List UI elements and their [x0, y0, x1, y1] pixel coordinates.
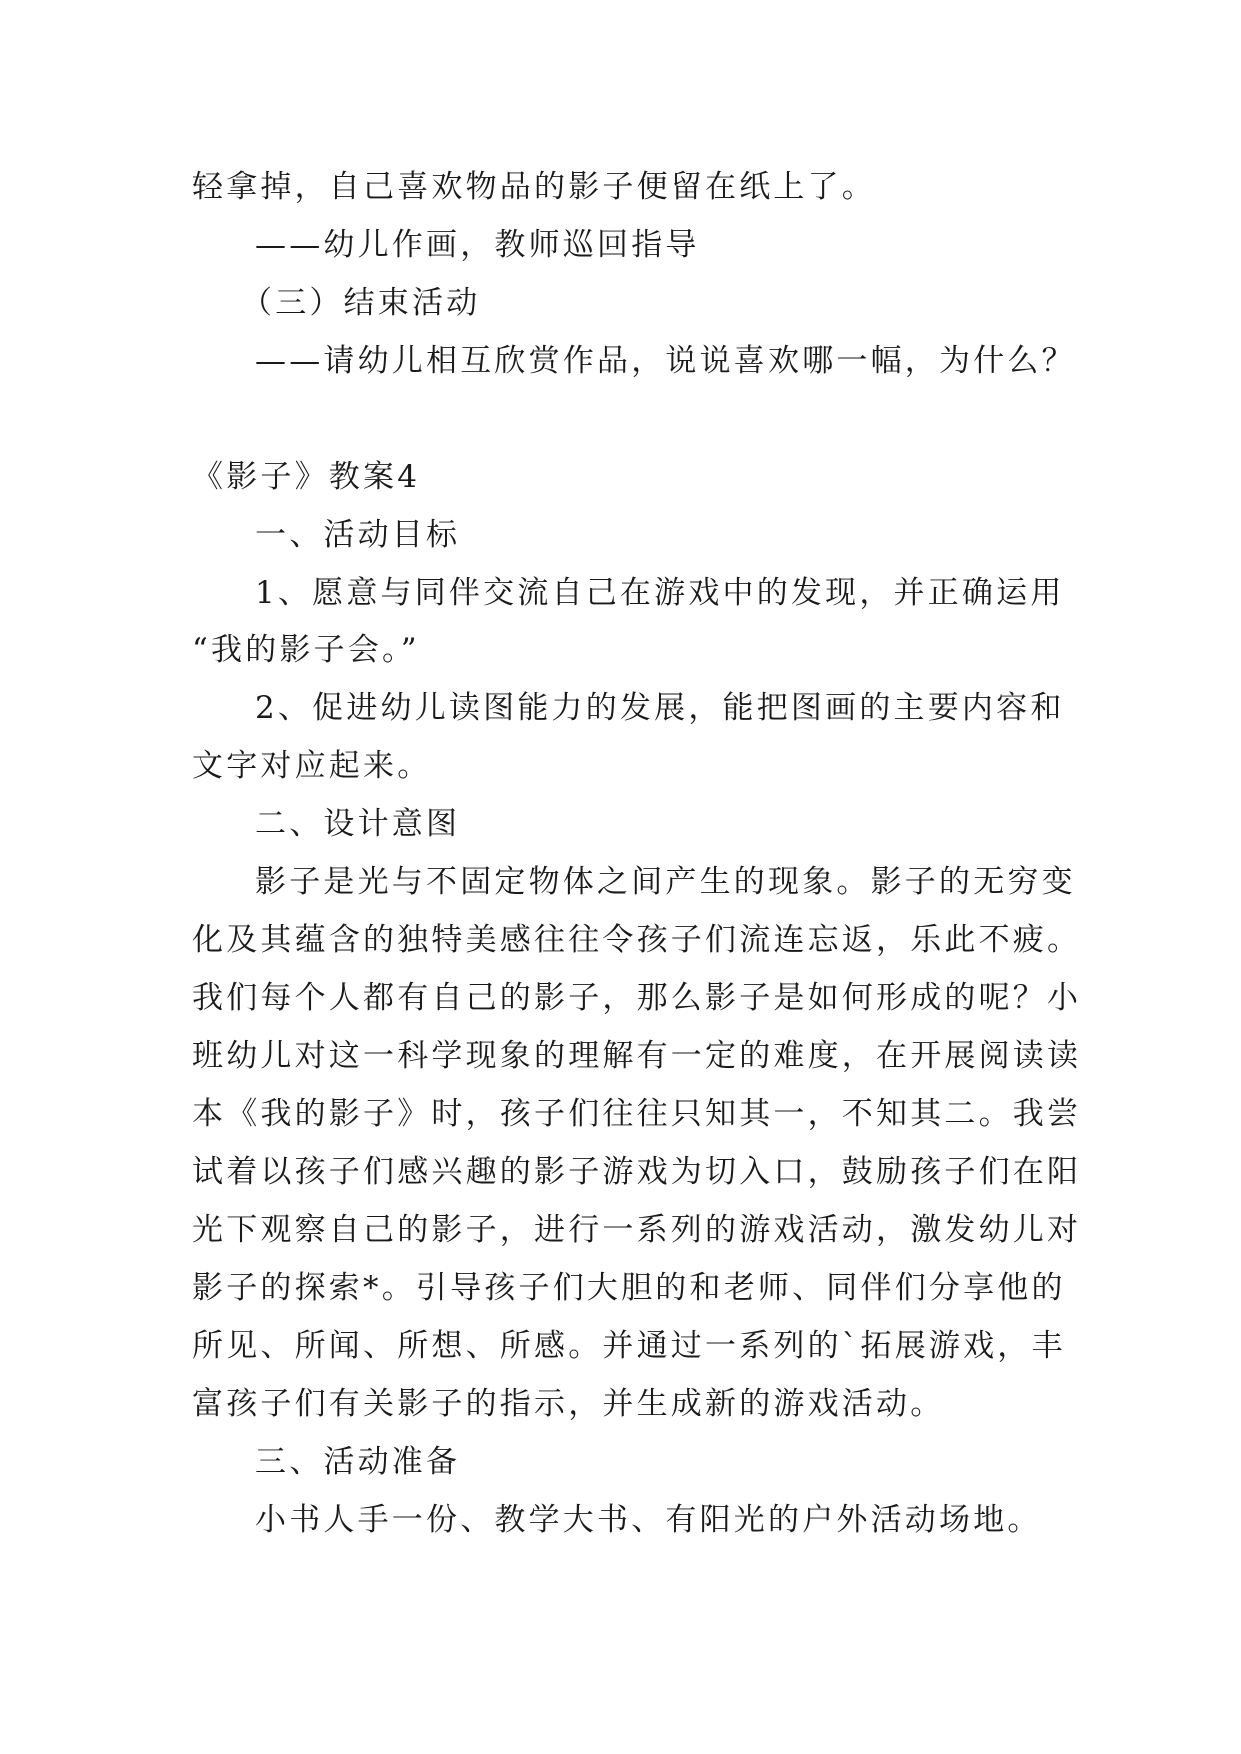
text-line: 试着以孩子们感兴趣的影子游戏为切入口，鼓励孩子们在阳 [192, 1154, 1082, 1190]
text-line: 影子是光与不固定物体之间产生的现象。影子的无穷变 [255, 864, 1076, 900]
text-line: 富孩子们有关影子的指示，并生成新的游戏活动。 [192, 1386, 945, 1422]
section-heading: （三）结束活动 [241, 285, 481, 321]
text-line: 光下观察自己的影子，进行一系列的游戏活动，激发幼儿对 [192, 1212, 1082, 1248]
text-line: 2、促进幼儿读图能力的发展，能把图画的主要内容和 [255, 690, 1065, 726]
section-heading: 二、设计意图 [255, 806, 461, 842]
section-heading: 一、活动目标 [255, 517, 461, 553]
text-line: “我的影子会。” [192, 632, 420, 668]
document-title: 《影子》教案4 [192, 459, 421, 495]
text-line: ——幼儿作画，教师巡回指导 [255, 227, 700, 263]
text-line: ——请幼儿相互欣赏作品，说说喜欢哪一幅，为什么？ [255, 343, 1076, 379]
section-heading: 三、活动准备 [255, 1444, 461, 1480]
text-line: 小书人手一份、教学大书、有阳光的户外活动场地。 [255, 1502, 1042, 1538]
text-line: 所见、所闻、所想、所感。并通过一系列的`拓展游戏，丰 [192, 1328, 1066, 1364]
text-line: 化及其蕴含的独特美感往往令孩子们流连忘返，乐此不疲。 [192, 922, 1082, 958]
text-line: 1、愿意与同伴交流自己在游戏中的发现，并正确运用 [255, 575, 1065, 611]
text-line: 影子的探索*。引导孩子们大胆的和老师、同伴们分享他的 [192, 1270, 1066, 1306]
text-line: 班幼儿对这一科学现象的理解有一定的难度，在开展阅读读 [192, 1038, 1082, 1074]
text-line: 文字对应起来。 [192, 748, 432, 784]
text-line: 轻拿掉，自己喜欢物品的影子便留在纸上了。 [192, 169, 876, 205]
text-line: 我们每个人都有自己的影子，那么影子是如何形成的呢？小 [192, 980, 1082, 1016]
text-line: 本《我的影子》时，孩子们往往只知其一，不知其二。我尝 [192, 1096, 1082, 1132]
